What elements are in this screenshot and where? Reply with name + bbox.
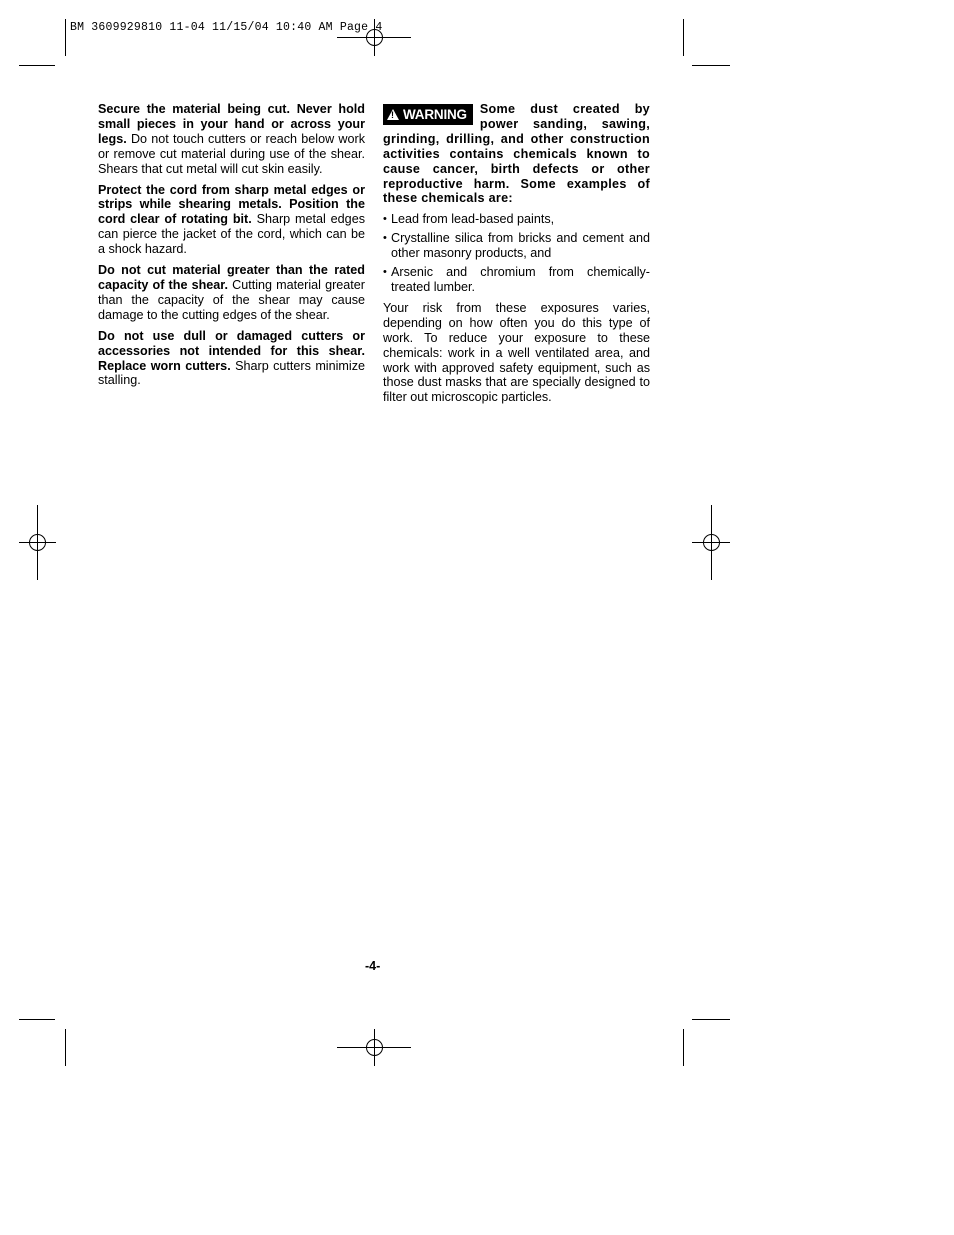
crop-mark xyxy=(683,1029,684,1066)
registration-circle xyxy=(29,534,46,551)
list-item: • Crystalline silica from bricks and cement and other masonry products, and xyxy=(383,231,650,261)
crop-mark xyxy=(692,1019,730,1020)
safety-paragraph xyxy=(98,102,365,177)
safety-heading: Do not use dull or damaged cutters or accessories not intended for this shear. Replace worn cutters. xyxy=(98,328,365,373)
safety-body: Sharp metal edges can pierce the jacket of the cord, which can be a shock hazard. xyxy=(98,212,365,257)
crop-mark xyxy=(683,19,684,56)
safety-paragraph xyxy=(98,263,365,323)
warning-text: Some dust created by power sanding, sawing, grinding, drilling, and other construction activities contains chemicals known to cause cancer, birth defects or other reproductive harm. Some examples of these chemicals are: xyxy=(383,102,650,206)
safety-heading: Protect the cord from sharp metal edges or strips while shearing metals. Position the cord clear of rotating bit. xyxy=(98,182,365,227)
safety-body: Do not touch cutters or reach below work or remove cut material during use of the shear. Shears that cut metal will cut skin easily. xyxy=(98,131,365,176)
crop-mark xyxy=(692,65,730,66)
crop-mark xyxy=(19,1019,55,1020)
warning-label: WARNING xyxy=(403,107,467,122)
crop-mark xyxy=(65,1029,66,1066)
safety-heading: Secure the material being cut. Never hold small pieces in your hand or across your legs. xyxy=(98,102,365,146)
warning-triangle-icon xyxy=(387,109,399,120)
crop-mark xyxy=(19,65,55,66)
warning-badge xyxy=(383,104,473,125)
registration-circle xyxy=(703,534,720,551)
chemical-list xyxy=(383,212,650,295)
crop-mark xyxy=(65,19,66,56)
page-number: -4- xyxy=(365,959,381,973)
right-column xyxy=(383,102,650,411)
safety-paragraph xyxy=(98,329,365,389)
list-item: • Lead from lead-based paints, xyxy=(383,212,650,227)
safety-body: Sharp cutters minimize stalling. xyxy=(98,358,365,388)
left-column xyxy=(98,102,365,394)
print-slug: BM 3609929810 11-04 11/15/04 10:40 AM Page 4 xyxy=(70,21,383,34)
list-item: • Arsenic and chromium from chemically-treated lumber. xyxy=(383,265,650,295)
safety-heading: Do not cut material greater than the rated capacity of the shear. xyxy=(98,263,365,292)
safety-paragraph xyxy=(98,183,365,258)
safety-body: Cutting material greater than the capacity of the shear may cause damage to the cutting edges of the shear. xyxy=(98,277,365,322)
registration-circle xyxy=(366,1039,383,1056)
closing-paragraph: Your risk from these exposures varies, depending on how often you do this type of work. To reduce your exposure to these chemicals: work in a well ventilated area, and work with approved safety equipment, such as those dust masks that are specially designed to filter out microscopic particles. xyxy=(383,300,650,405)
